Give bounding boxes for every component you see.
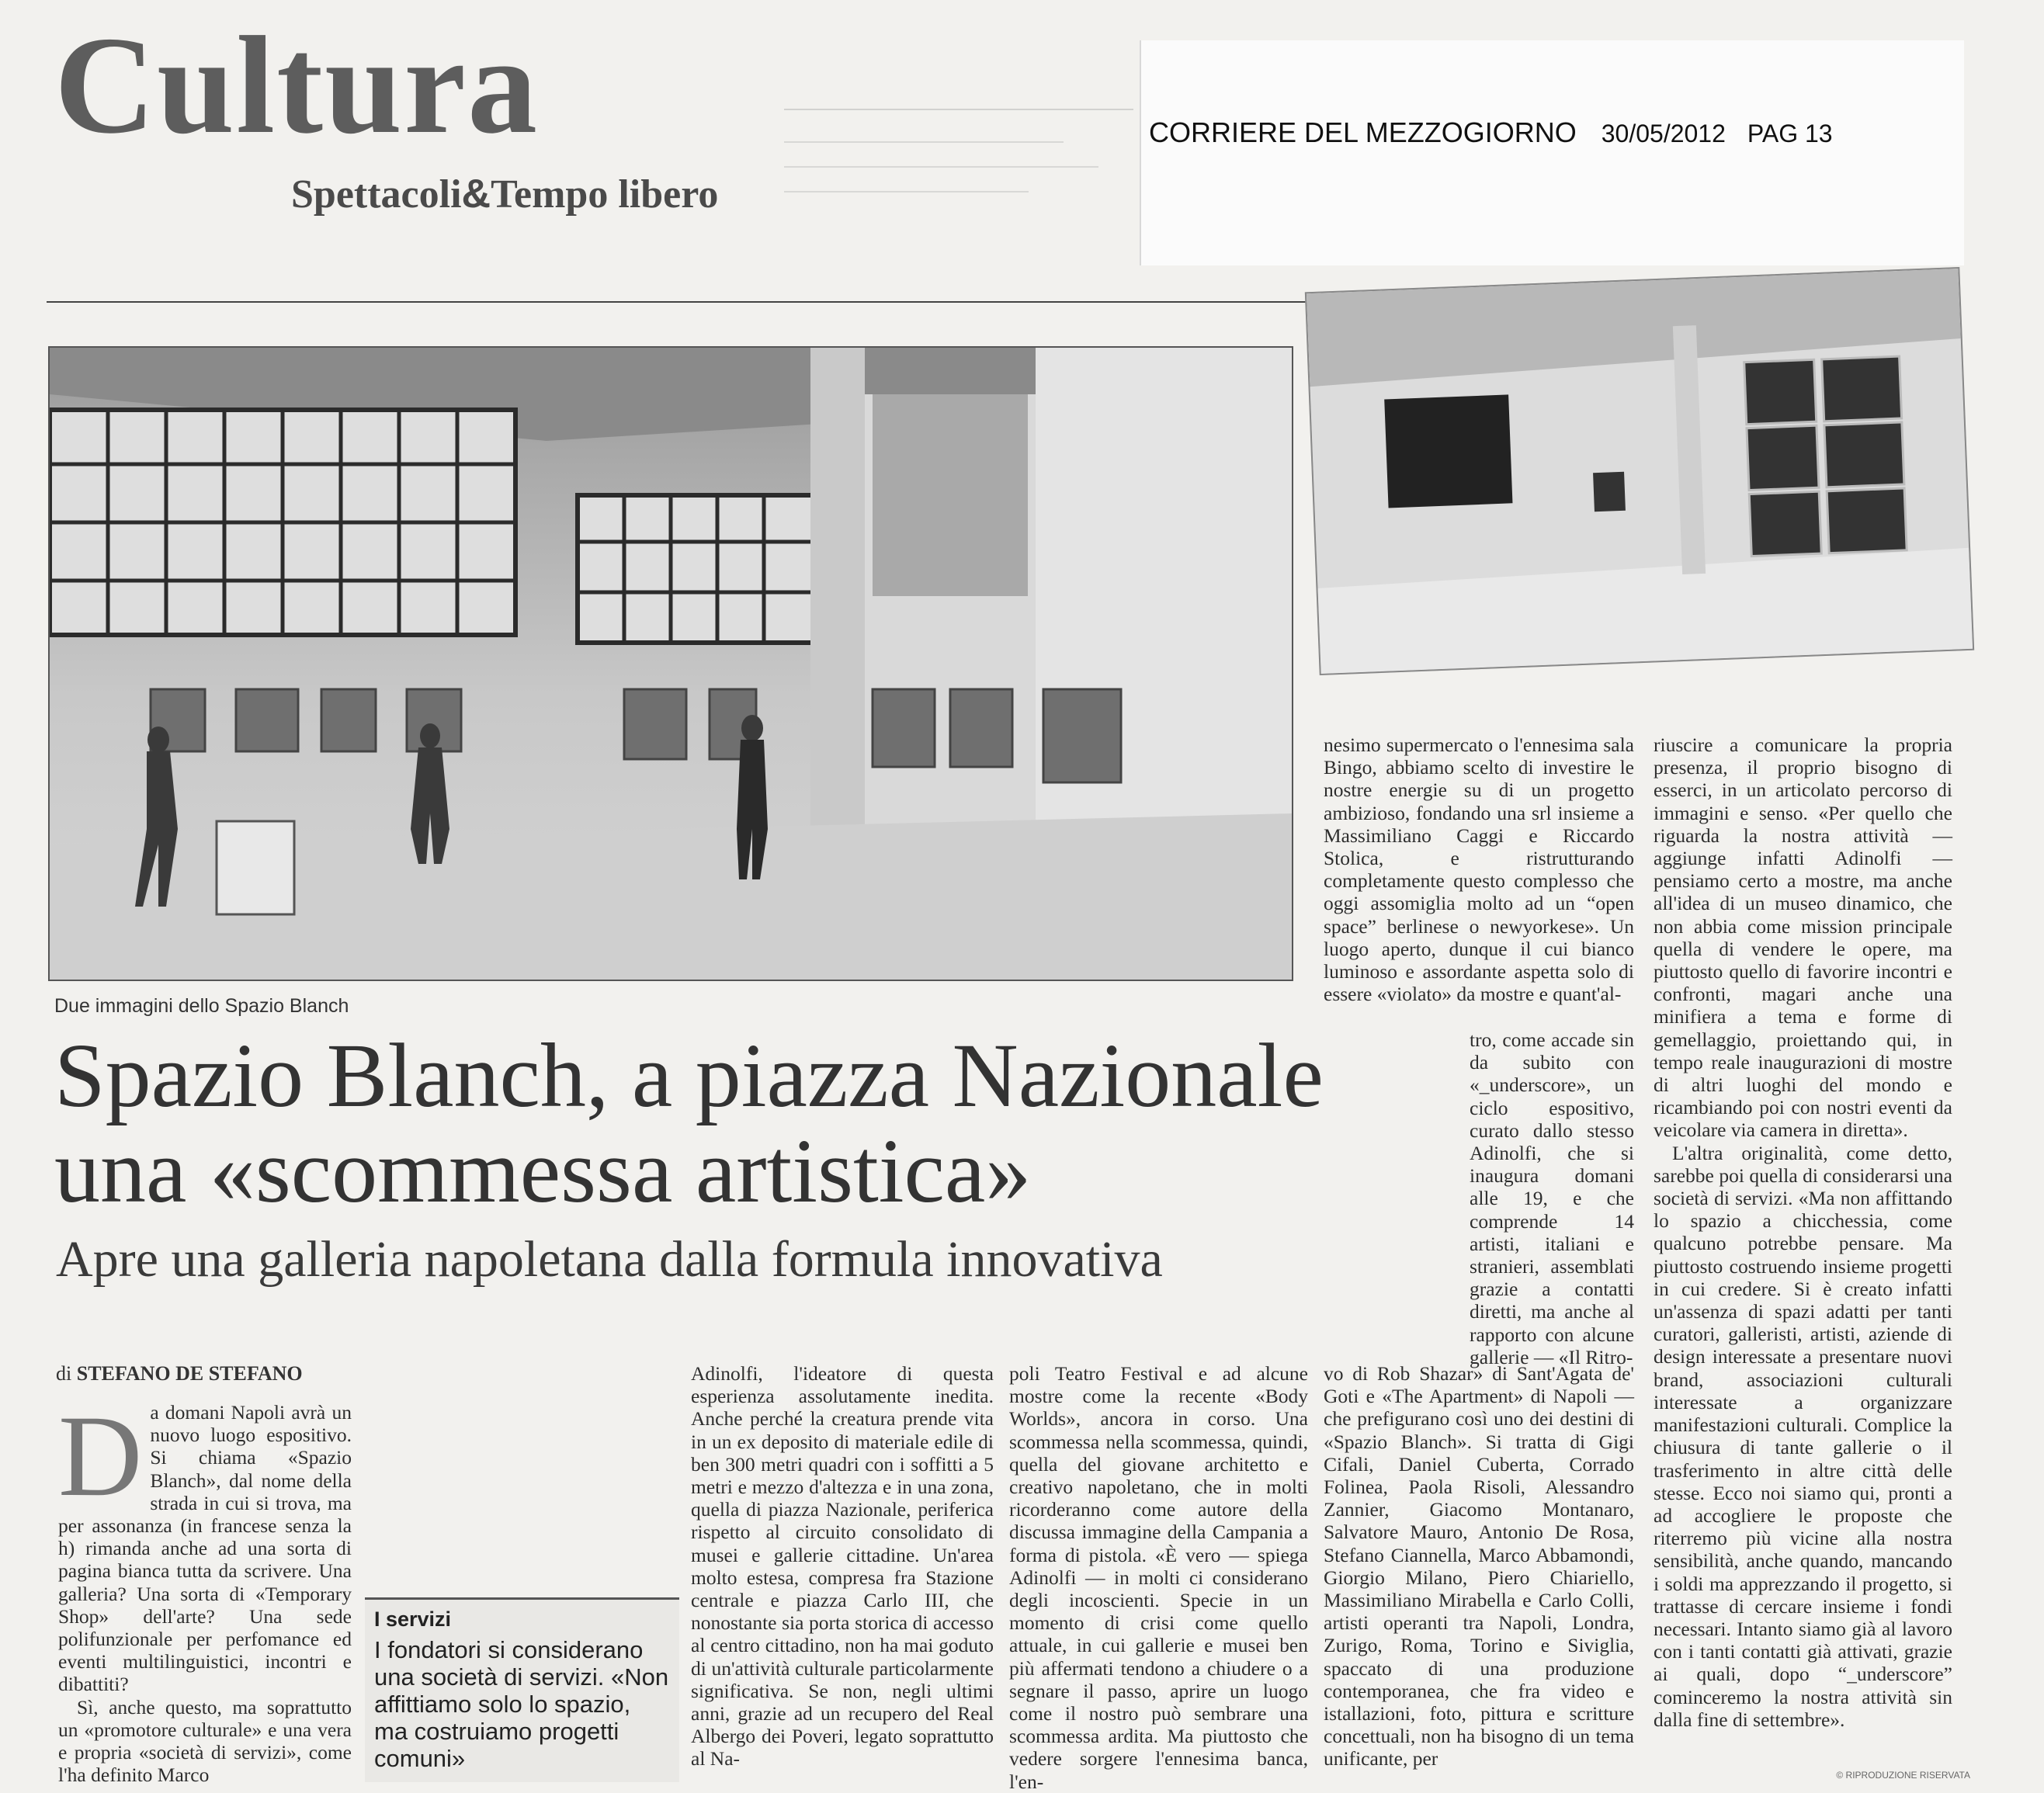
byline-prefix: di (56, 1362, 72, 1385)
photo-caption: Due immagini dello Spazio Blanch (54, 995, 349, 1017)
article-col5-para-1: riuscire a comunicare la propria presenza, il proprio bisogno di esserci, in un articolato percorso di immagini e senso. «Per quello che riguarda la nostra attività — aggiunge infatti Adinolfi — pensiamo certo a mostre, ma anche all'idea di un museo dinamico, che non abbia come mission principale quella di vendere le opere, ma piuttosto quello di favorire incontri e confronti, magari anche una minifiera a tema e forme di gemellaggio, proiettando qui, in tempo reale inaugurazioni di mostre di altri luoghi del mondo e ricambiando poi con nostri eventi da veicolare via camera in diretta». (1654, 734, 1952, 1142)
article-col5-para-2: L'altra originalità, come detto, sarebbe poi quella di considerarsi una società di servizi. «Ma non affittando lo spazio a chicchessia, come qualcuno potrebbe pensare. Ma piuttosto costruendo insieme progetti in cui credere. Si è creato infatti un'assenza di spazi adatti per tanti curatori, galleristi, artisti, aziende di design interessate a presentare nuovi brand, associazioni culturali interessate a organizzare manifestazioni culturali. Complice la chiusura di tante gallerie o il trasferimento in altre città delle stesse. Ecco noi siamo qui, pronti a ad accogliere le proposte che riterremo più vicine alla nostra sensibilità, anche quando, mancando i soldi ma apprezzando il progetto, si trattasse di cercare insieme i fondi necessari. Intanto siamo già al lavoro con i tanti contatti già attivati, grazie ai quali, dopo “_underscore” cominceremo la nostra attività sin dalla fine di settembre». (1654, 1141, 1952, 1731)
section-subtitle (291, 171, 718, 217)
article-col3-text: poli Teatro Festival e ad alcune mostre come la recente «Body Worlds», ancora in corso. Una scommessa nella scommessa, quindi, quella del giovane architetto e creativo napoletano, che in molti ricorderanno come autore della discussa immagine della Campania a forma di pistola. «È vero — spiega Adinolfi — in molti ci considerano degli incoscienti. Specie in un momento di crisi come quello attuale, in cui gallerie e musei ben più affermati tendono a chiudere o a segnare il passo, aprire un luogo come il nostro può sembrare una scommessa ardita. Ma piuttosto che vedere sorgere l'ennesima banca, l'en- (1009, 1362, 1308, 1793)
article-col1-para-1: a domani Napoli avrà un nuovo luogo espositivo. Si chiama «Spazio Blanch», dal nome della strada in cui si trova, ma per assonanza (in francese senza la h) rimanda anche ad una sorta di pagina bianca tutta da scrivere. Una galleria? Una sorta di «Temporary Shop» dell'arte? Una sede polifunzionale per perfomance ed eventi multilinguistici, incontri e dibattiti? (58, 1401, 352, 1696)
article-column-4-narrow (1470, 1028, 1634, 1368)
byline (56, 1362, 303, 1386)
source-header-box (1140, 40, 1964, 265)
article-column-3 (1009, 1362, 1308, 1793)
section-subtitle-left: Spettacoli (291, 172, 462, 217)
gallery-photo-main (48, 346, 1293, 981)
servizi-box-title: I servizi (374, 1607, 452, 1631)
servizi-box-text: I fondatori si considerano una società di servizi. «Non affittiamo solo lo spazio, ma costruiamo progetti comuni» (374, 1636, 669, 1772)
article-col4-narrow-text: tro, come accade sin da subito con «_underscore», un ciclo espositivo, curato dallo stesso Adinolfi, che si inaugura domani alle 19, e che comprende 14 artisti, italiani e stranieri, assemblati grazie a contatti diretti, ma anche al rapporto con alcune gallerie — «Il Ritro- (1470, 1028, 1634, 1368)
article-col1-para-2: Sì, anche questo, ma soprattutto un «promotore culturale» e una vera e propria «società di servizi», come l'ha definito Marco (58, 1695, 352, 1787)
article-col4-top-text: nesimo supermercato o l'ennesima sala Bingo, abbiamo scelto di investire le nostre energie su di un progetto ambizioso, fondando una srl insieme a Massimiliano Caggi e Riccardo Stolica, e ristrutturando completamente questo complesso che oggi assomiglia molto ad un “open space” berlinese o newyorkese». Un luogo aperto, dunque il cui bianco luminoso e assordante aspetta solo di essere «violato» da mostre e quant'al- (1324, 734, 1634, 1006)
drop-cap: D (58, 1392, 143, 1521)
copyright-notice: © RIPRODUZIONE RISERVATA (1836, 1770, 1970, 1781)
headline-line-2: una «scommessa artistica» (54, 1119, 1032, 1222)
headline (54, 1025, 1436, 1222)
article-column-1 (58, 1392, 352, 1787)
section-subtitle-right: Tempo libero (491, 172, 719, 217)
servizi-box (365, 1597, 679, 1782)
page-number: PAG 13 (1747, 120, 1833, 147)
article-column-2 (691, 1362, 994, 1770)
article-col2-text: Adinolfi, l'ideatore di questa esperienza assolutamente inedita. Anche perché la creatura prende vita in un ex deposito di materiale edile di ben 300 metri quadri con i soffitti a 5 metri e mezzo d'altezza e in una zona, quella di piazza Nazionale, periferica rispetto al circuito consolidato di musei e gallerie cittadine. Un'area molto estesa, compresa fra Stazione centrale e piazza Carlo III, che nonostante sia porta storica di accesso al centro cittadino, non ha mai goduto di un'attività culturale particolarmente significativa. Se non, negli ultimi anni, grazie ad un recupero del Real Albergo dei Poveri, legato soprattutto al Na- (691, 1362, 994, 1770)
publication-date: 30/05/2012 (1601, 120, 1726, 147)
section-subtitle-ampersand: & (461, 172, 491, 217)
section-title: Cultura (54, 8, 540, 162)
headline-line-1: Spazio Blanch, a piazza Nazionale (54, 1025, 1324, 1126)
article-column-4-top (1324, 734, 1634, 1005)
article-column-4-bottom (1324, 1362, 1634, 1770)
newspaper-name: CORRIERE DEL MEZZOGIORNO (1149, 116, 1577, 148)
bleed-through-area (784, 31, 1133, 295)
byline-author: STEFANO DE STEFANO (76, 1362, 303, 1385)
article-column-5 (1654, 734, 1952, 1731)
source-header (1149, 116, 1833, 149)
article-col4-bottom-text: vo di Rob Shazar» di Sant'Agata de' Goti e «The Apartment» di Napoli — che prefigurano così uno dei destini di «Spazio Blanch». Si tratta di Gigi Cifali, Daniel Cuberta, Corrado Folinea, Paola Risoli, Alessandro Zannier, Giacomo Montanaro, Salvatore Mauro, Antonio De Rosa, Stefano Ciannella, Marco Abbamondi, Giorgio Milano, Piero Chiariello, Massimiliano Mirabella e Carlo Colli, artisti operanti tra Napoli, Londra, Zurigo, Roma, Torino e Siviglia, spaccato di una produzione contemporanea, che fra video e istallazioni, foto, pittura e scritture concettuali, non ha bisogno di un tema unificante, per (1324, 1362, 1634, 1770)
gallery-photo-secondary (1305, 267, 1974, 675)
subheadline: Apre una galleria napoletana dalla formula innovativa (56, 1231, 1163, 1288)
